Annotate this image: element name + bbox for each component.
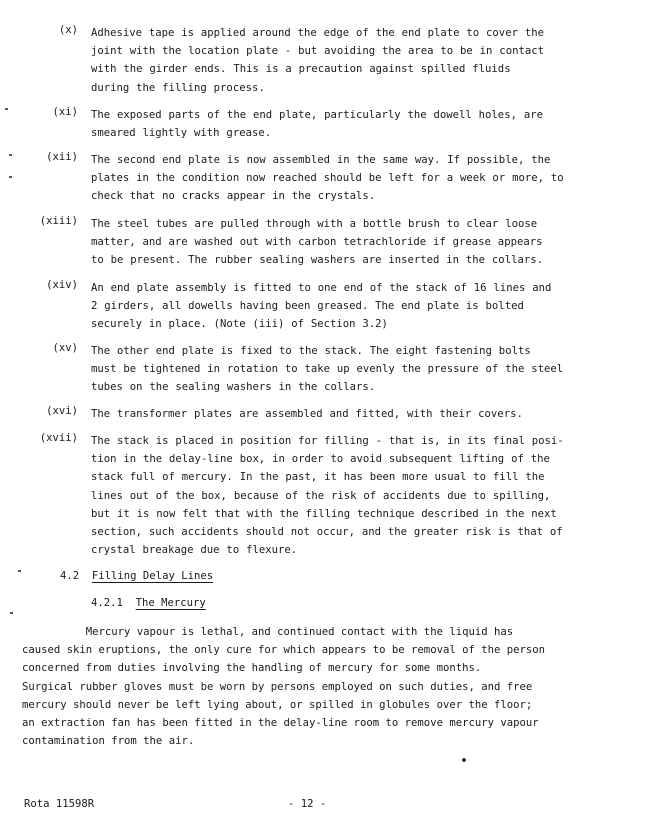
text-line: concerned from duties involving the handling of mercury for some months.	[22, 662, 482, 675]
text-line: The second end plate is now assembled in the same way. If possible, the	[91, 154, 551, 166]
text-line: Mercury vapour is lethal, and continued contact with the liquid has	[22, 626, 514, 638]
text-line: smeared lightly with grease.	[91, 127, 272, 140]
subsection-title: The Mercury	[135, 597, 206, 609]
text-line: contamination from the air.	[22, 735, 195, 748]
text-line: to be present. The rubber sealing washers are inserted in the collars.	[91, 254, 543, 267]
item-text	[91, 279, 601, 334]
scan-mark	[10, 612, 13, 614]
text-line: joint with the location plate - but avoiding the area to be in contact	[91, 45, 544, 58]
text-line: The transformer plates are assembled and fitted, with their covers.	[91, 408, 523, 420]
item-text	[91, 405, 601, 423]
text-line: matter, and are washed out with carbon tetrachloride if grease appears	[91, 236, 543, 249]
scan-mark	[9, 154, 12, 156]
item-text	[91, 151, 601, 206]
body-paragraph	[22, 623, 612, 750]
section-title: Filling Delay Lines	[91, 570, 214, 582]
item-text	[91, 432, 601, 559]
subsection-number: 4.2.1	[91, 597, 123, 609]
text-line: section, such accidents should not occur, and the greater risk is that of	[91, 526, 563, 539]
scan-mark	[9, 176, 12, 178]
text-line: The stack is placed in position for filling - that is, in its final posi-	[91, 435, 564, 447]
section-heading	[60, 570, 213, 582]
subsection-heading	[91, 597, 206, 609]
scan-mark	[5, 108, 8, 110]
text-line: Adhesive tape is applied around the edge of the end plate to cover the	[91, 27, 544, 39]
item-number: (x)	[58, 24, 78, 36]
text-line: Surgical rubber gloves must be worn by persons employed on such duties, and free	[22, 680, 533, 693]
text-line: crystal breakage due to flexure.	[91, 544, 298, 557]
page-number: - 12 -	[288, 798, 327, 810]
text-line: securely in place. (Note (iii) of Section 3.2)	[91, 318, 388, 331]
text-line: tubes on the sealing washers in the collars.	[91, 381, 376, 394]
item-number: (xi)	[52, 106, 78, 118]
item-number: (xv)	[52, 342, 78, 354]
text-line: but it is now felt that with the filling technique described in the next	[91, 507, 557, 520]
text-line: must be tightened in rotation to take up evenly the pressure of the steel	[91, 363, 564, 376]
item-text	[91, 215, 601, 270]
text-line: tion in the delay-line box, in order to avoid subsequent lifting of the	[91, 453, 550, 466]
document-reference: Rota 11598R	[24, 798, 95, 810]
text-line: lines out of the box, because of the risk of accidents due to spilling,	[91, 489, 551, 502]
text-line: caused skin eruptions, the only cure for which appears to be removal of the person	[22, 644, 545, 657]
item-number: (xvii)	[39, 432, 78, 444]
text-line: 2 girders, all dowells having been greased. The end plate is bolted	[91, 300, 524, 313]
text-line: An end plate assembly is fitted to one end of the stack of 16 lines and	[91, 282, 552, 294]
text-line: mercury should never be left lying about, or spilled in globules over the floor;	[22, 698, 533, 711]
text-line: The other end plate is fixed to the stack. The eight fastening bolts	[91, 345, 531, 357]
item-number: (xii)	[46, 151, 78, 163]
text-line: with the girder ends. This is a precaution against spilled fluids	[91, 63, 511, 76]
text-line: plates in the condition now reached should be left for a week or more, to	[91, 172, 564, 185]
scan-dot	[462, 758, 466, 762]
item-text	[91, 106, 601, 142]
item-text	[91, 342, 601, 397]
item-text	[91, 24, 601, 97]
text-line: The exposed parts of the end plate, particularly the dowell holes, are	[91, 109, 543, 121]
text-line: check that no cracks appear in the crystals.	[91, 190, 376, 203]
item-number: (xiii)	[39, 215, 78, 227]
text-line: stack full of mercury. In the past, it has been more usual to fill the	[91, 471, 545, 484]
section-number: 4.2	[60, 570, 80, 582]
item-number: (xiv)	[46, 279, 78, 291]
text-line: an extraction fan has been fitted in the delay-line room to remove mercury vapour	[22, 717, 539, 730]
item-number: (xvi)	[46, 405, 78, 417]
scan-mark	[18, 570, 21, 572]
text-line: The steel tubes are pulled through with a bottle brush to clear loose	[91, 218, 538, 230]
text-line: during the filling process.	[91, 81, 265, 94]
